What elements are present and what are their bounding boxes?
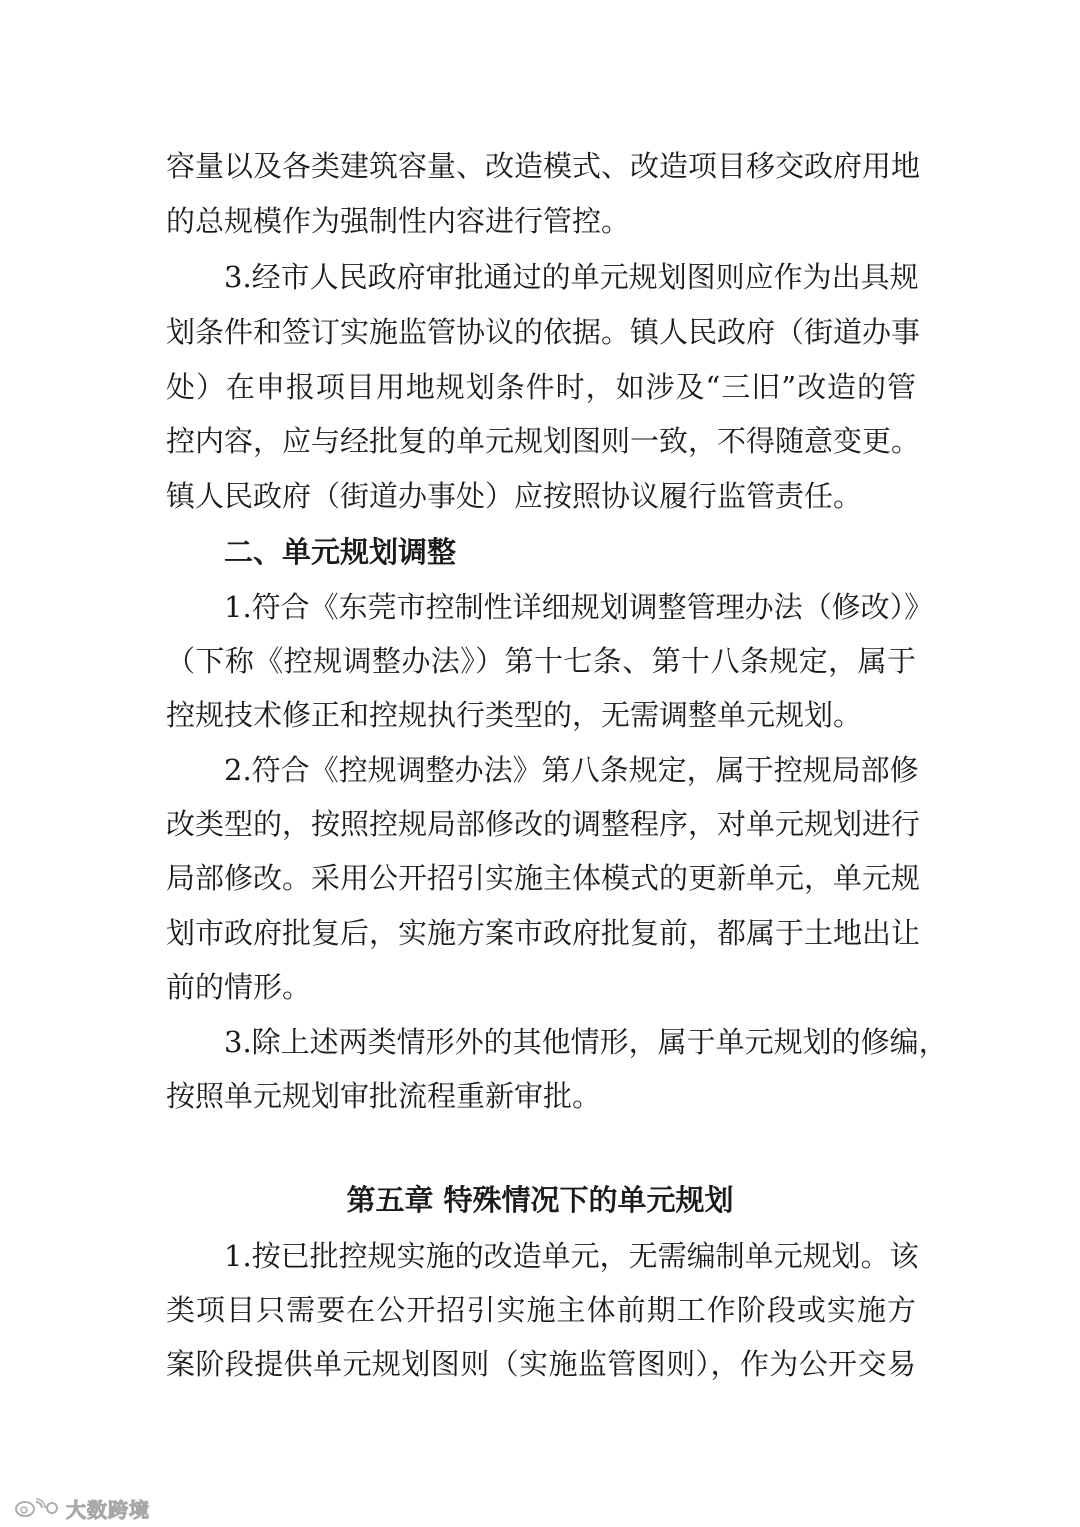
- body-text-line: 2.符合《控规调整办法》第八条规定，属于控规局部修: [224, 753, 919, 787]
- body-text-line: 容量以及各类建筑容量、改造模式、改造项目移交政府用地: [166, 149, 921, 183]
- body-text-line: 1.按已批控规实施的改造单元，无需编制单元规划。该: [224, 1239, 919, 1273]
- body-text-line: 改类型的，按照控规局部修改的调整程序，对单元规划进行: [166, 807, 921, 841]
- body-text-line: 局部修改。采用公开招引实施主体模式的更新单元，单元规: [166, 861, 921, 895]
- body-text-line: 按照单元规划审批流程重新审批。: [166, 1079, 602, 1113]
- body-text-line: 控规技术修正和控规执行类型的，无需调整单元规划。: [166, 698, 863, 732]
- body-text-line: （下称《控规调整办法》）第十七条、第十八条规定，属于: [166, 644, 916, 678]
- body-text-line: 控内容，应与经批复的单元规划图则一致，不得随意变更。: [166, 424, 921, 458]
- section-heading: 二、单元规划调整: [224, 535, 457, 569]
- body-text-line: 镇人民政府（街道办事处）应按照协议履行监管责任。: [166, 479, 863, 513]
- body-text-line: 前的情形。: [166, 970, 312, 1004]
- watermark: [14, 1496, 150, 1520]
- body-text-line: 处）在申报项目用地规划条件时，如涉及“三旧”改造的管: [166, 370, 916, 404]
- body-text-line: 划条件和签订实施监管协议的依据。镇人民政府（街道办事: [166, 315, 921, 349]
- watermark-text: 大数跨境: [66, 1497, 150, 1522]
- body-text-line: 1.符合《东莞市控制性详细规划调整管理办法（修改）》: [224, 590, 934, 624]
- body-text-line: 案阶段提供单元规划图则（实施监管图则），作为公开交易: [166, 1347, 916, 1381]
- body-text-line: 类项目只需要在公开招引实施主体前期工作阶段或实施方: [166, 1293, 916, 1327]
- chapter-title: 第五章 特殊情况下的单元规划: [346, 1183, 734, 1217]
- body-text-line: 划市政府批复后，实施方案市政府批复前，都属于土地出让: [166, 916, 921, 950]
- body-text-line: 的总规模作为强制性内容进行管控。: [166, 204, 631, 238]
- body-text-line: 3.经市人民政府审批通过的单元规划图则应作为出具规: [224, 260, 919, 294]
- weibo-logo-icon: [14, 1498, 60, 1518]
- body-text-line: 3.除上述两类情形外的其他情形，属于单元规划的修编，: [224, 1025, 948, 1059]
